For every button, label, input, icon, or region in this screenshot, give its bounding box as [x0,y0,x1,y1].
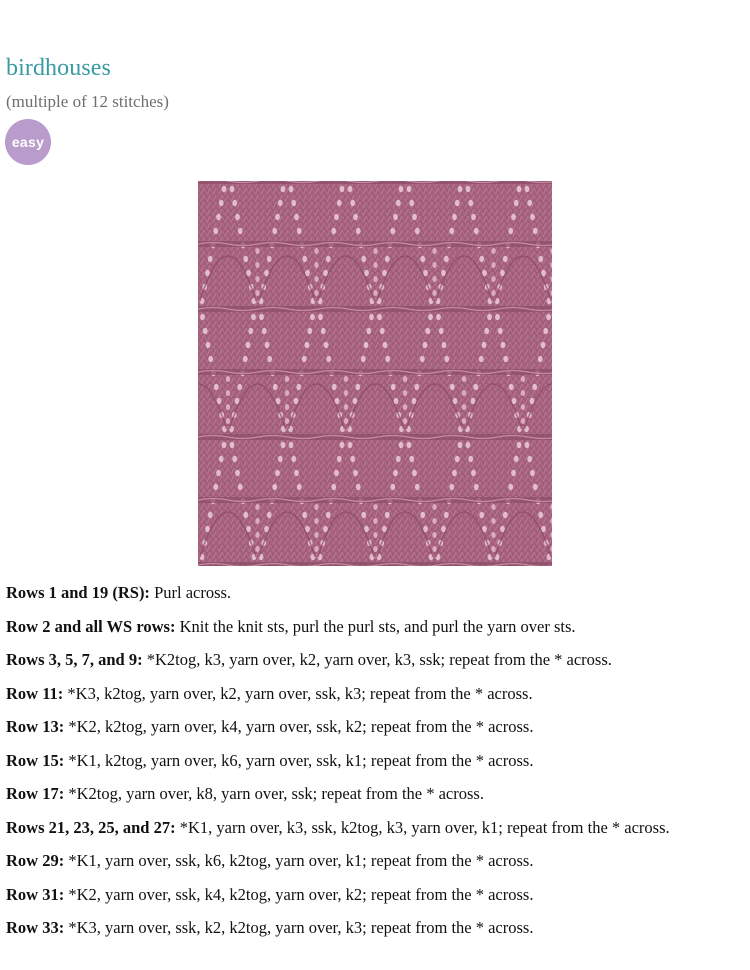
row-label: Row 15: [6,750,65,770]
row-text: Purl across. [149,583,232,602]
row-label: Row 11: [6,683,64,703]
pattern-title: birdhouses [6,55,111,81]
instruction-row [6,684,746,718]
instruction-row [6,617,746,651]
row-label: Row 13: [6,717,65,736]
instruction-row [6,818,746,852]
row-text: *K2tog, k3, yarn over, k2, yarn over, k3, ssk; repeat from the * across. [142,650,612,669]
swatch-illustration [198,181,552,566]
instructions-list [6,583,746,952]
row-label: Row 33: [6,918,65,937]
difficulty-badge: easy [5,119,51,165]
row-text: *K3, yarn over, ssk, k2, k2tog, yarn over, k3; repeat from the * across. [64,918,534,937]
row-text: *K2tog, yarn over, k8, yarn over, ssk; repeat from the * across. [64,784,484,803]
row-text: *K1, k2tog, yarn over, k6, yarn over, ssk, k1; repeat from the * across. [64,750,534,770]
instruction-row [6,851,746,885]
row-text: *K3, k2tog, yarn over, k2, yarn over, ssk, k3; repeat from the * across. [63,683,533,703]
stitch-multiple: (multiple of 12 stitches) [6,92,169,111]
knit-swatch-photo [198,181,552,566]
row-text: Knit the knit sts, purl the purl sts, and purl the yarn over sts. [175,616,576,636]
instruction-row [6,650,746,684]
instruction-row [6,583,746,617]
row-label: Rows 1 and 19 (RS): [6,583,150,602]
row-label: Row 2 and all WS rows: [6,616,176,636]
instruction-row [6,918,746,952]
instruction-row [6,751,746,785]
row-label: Row 17: [6,784,65,803]
row-label: Rows 3, 5, 7, and 9: [6,650,143,669]
row-label: Row 29: [6,851,65,870]
row-text: *K2, k2tog, yarn over, k4, yarn over, ssk, k2; repeat from the * across. [64,717,534,736]
instruction-row [6,784,746,818]
row-text: *K1, yarn over, ssk, k6, k2tog, yarn over, k1; repeat from the * across. [64,851,534,870]
instruction-row [6,717,746,751]
row-text: *K2, yarn over, ssk, k4, k2tog, yarn over, k2; repeat from the * across. [64,884,534,904]
row-text: *K1, yarn over, k3, ssk, k2tog, k3, yarn over, k1; repeat from the * across. [175,817,670,837]
instruction-row [6,885,746,919]
row-label: Rows 21, 23, 25, and 27: [6,817,176,837]
row-label: Row 31: [6,884,65,904]
